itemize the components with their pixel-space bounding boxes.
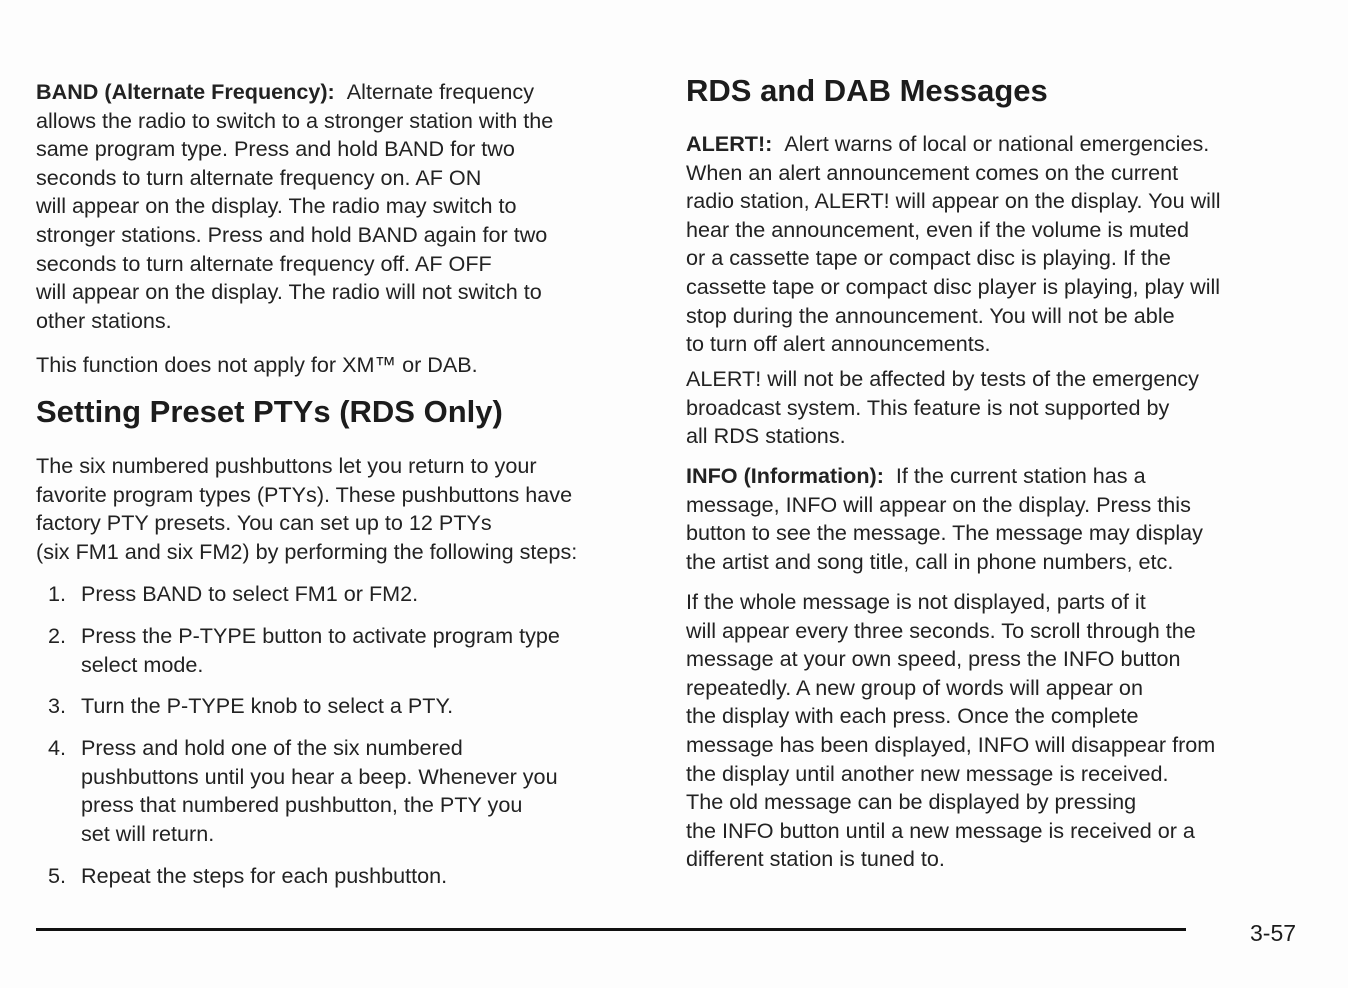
alert-note-line: all RDS stations. — [686, 423, 846, 449]
info-more-line: will appear every three seconds. To scroll through the — [686, 617, 1196, 643]
info-line: button to see the message. The message may display — [686, 520, 1203, 546]
alert-lead: ALERT!: — [686, 131, 773, 156]
preset-intro-line: favorite program types (PTYs). These pushbuttons have — [36, 481, 573, 507]
band-af-line: other stations. — [36, 307, 172, 333]
alert-line: to turn off alert announcements. — [686, 331, 991, 357]
band-af-line: allows the radio to switch to a stronger station with the — [36, 107, 554, 133]
info-more-paragraph — [686, 588, 1215, 874]
band-af-line: will appear on the display. The radio may switch to — [36, 193, 517, 219]
step-text: set will return. — [81, 820, 215, 846]
band-af-line: stronger stations. Press and hold BAND again for two — [36, 221, 548, 247]
preset-heading: Setting Preset PTYs (RDS Only) — [36, 394, 503, 429]
info-more-line: the display until another new message is received. — [686, 760, 1169, 786]
info-more-line: If the whole message is not displayed, parts of it — [686, 589, 1146, 614]
step-number: 4. — [48, 735, 67, 760]
preset-intro-line: The six numbered pushbuttons let you return to your — [36, 453, 537, 478]
alert-note-line: broadcast system. This feature is not supported by — [686, 394, 1170, 420]
alert-line: cassette tape or compact disc player is playing, play will — [686, 273, 1221, 299]
info-line: If the current station has a — [895, 463, 1146, 488]
band-af-line: seconds to turn alternate frequency on. AF ON — [36, 164, 482, 190]
step-number: 3. — [48, 693, 67, 718]
alert-line: Alert warns of local or national emergencies. — [784, 131, 1210, 156]
alert-line: stop during the announcement. You will not be able — [686, 302, 1175, 328]
band-af-line: will appear on the display. The radio will not switch to — [36, 279, 542, 305]
alert-paragraph — [686, 130, 1221, 359]
alert-line: radio station, ALERT! will appear on the display. You will — [686, 188, 1221, 214]
step-number: 1. — [48, 581, 67, 606]
alert-line: or a cassette tape or compact disc is playing. If the — [686, 245, 1171, 271]
info-more-line: message has been displayed, INFO will disappear from — [686, 731, 1216, 757]
band-af-paragraph — [36, 78, 553, 335]
xm-note: This function does not apply for XM™ or DAB. — [36, 352, 478, 377]
footer-rule — [36, 928, 1186, 931]
preset-intro-paragraph — [36, 452, 577, 566]
step-number: 5. — [48, 863, 67, 888]
step-text: Press BAND to select FM1 or FM2. — [81, 581, 419, 606]
info-line: the artist and song title, call in phone numbers, etc. — [686, 548, 1174, 574]
info-more-line: repeatedly. A new group of words will appear on — [686, 674, 1143, 700]
step-text: Turn the P-TYPE knob to select a PTY. — [81, 693, 454, 718]
alert-note-line: ALERT! will not be affected by tests of the emergency — [686, 366, 1199, 391]
alert-line: When an alert announcement comes on the current — [686, 159, 1179, 185]
info-paragraph — [686, 462, 1203, 576]
step-text: Press and hold one of the six numbered — [81, 735, 463, 760]
info-more-line: different station is tuned to. — [686, 846, 945, 872]
info-more-line: the display with each press. Once the complete — [686, 703, 1139, 729]
info-more-line: message at your own speed, press the INFO button — [686, 646, 1181, 672]
alert-line: hear the announcement, even if the volume is muted — [686, 216, 1189, 242]
preset-intro-line: (six FM1 and six FM2) by performing the following steps: — [36, 538, 578, 564]
band-af-line: Alternate frequency — [346, 79, 535, 104]
info-lead: INFO (Information): — [686, 463, 884, 488]
info-more-line: the INFO button until a new message is received or a — [686, 817, 1195, 843]
page-number: 3-57 — [1250, 920, 1297, 946]
step-text: select mode. — [81, 651, 204, 677]
alert-note-paragraph — [686, 365, 1199, 451]
band-af-lead: BAND (Alternate Frequency): — [36, 79, 335, 104]
preset-intro-line: factory PTY presets. You can set up to 12 PTYs — [36, 510, 492, 536]
step-text: Press the P-TYPE button to activate program type — [81, 623, 560, 648]
step-text: Repeat the steps for each pushbutton. — [81, 863, 448, 888]
step-text: press that numbered pushbutton, the PTY you — [81, 792, 523, 818]
step-number: 2. — [48, 623, 67, 648]
band-af-line: seconds to turn alternate frequency off. AF OFF — [36, 250, 492, 276]
step-text: pushbuttons until you hear a beep. Whenever you — [81, 763, 558, 789]
info-more-line: The old message can be displayed by pressing — [686, 789, 1137, 815]
info-line: message, INFO will appear on the display. Press this — [686, 491, 1191, 517]
band-af-line: same program type. Press and hold BAND for two — [36, 136, 515, 162]
rds-dab-heading: RDS and DAB Messages — [686, 73, 1048, 108]
